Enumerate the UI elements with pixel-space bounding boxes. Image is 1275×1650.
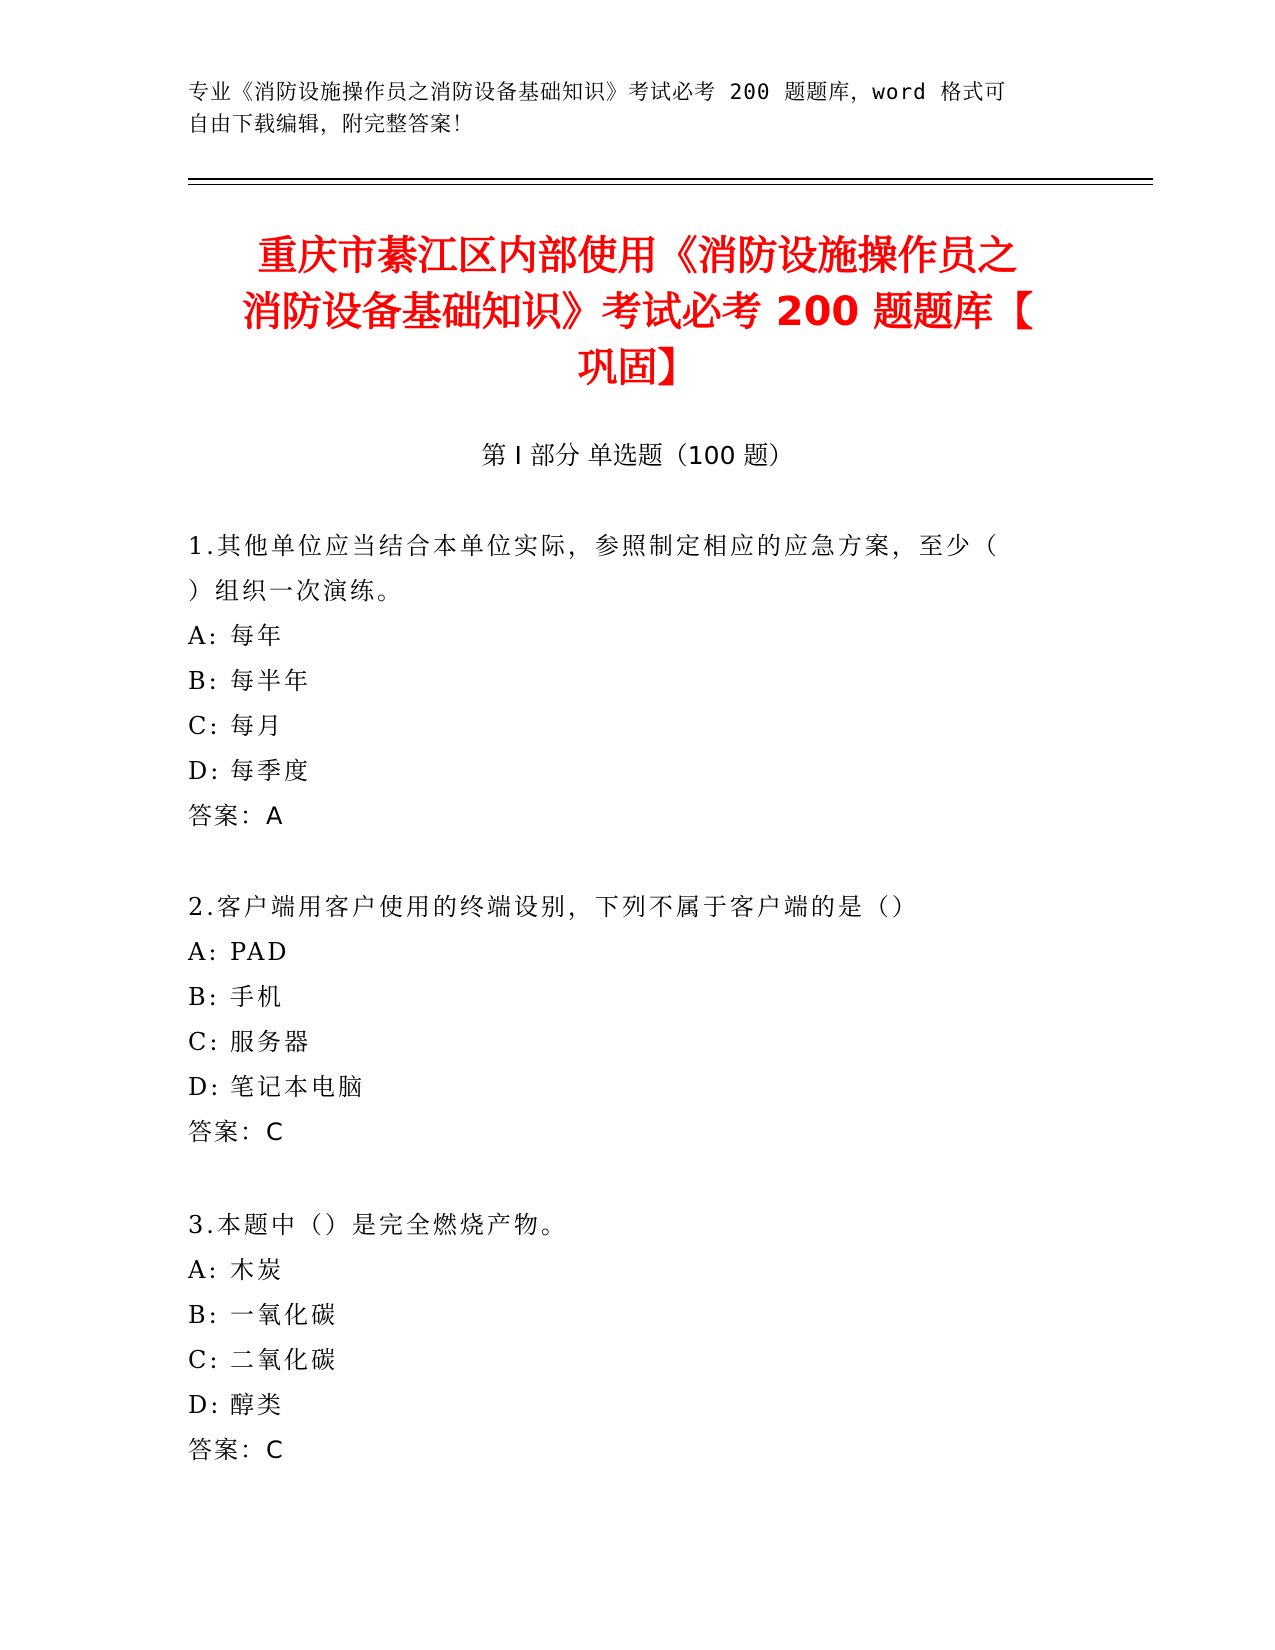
title-line-2: 消防设备基础知识》考试必考 200 题题库【: [241, 289, 1034, 335]
option-text: 一氧化碳: [230, 1301, 338, 1329]
option-key: D:: [188, 1391, 222, 1419]
document-header-note: [188, 76, 1068, 140]
option-b: [188, 1293, 1088, 1338]
option-c: [188, 704, 1088, 749]
question-1: [188, 524, 1088, 839]
option-c: [188, 1020, 1088, 1065]
option-c: [188, 1338, 1088, 1383]
option-text: 木炭: [230, 1256, 284, 1284]
document-title: [150, 228, 1125, 396]
question-stem-line-1: 1.其他单位应当结合本单位实际，参照制定相应的应急方案，至少（: [188, 532, 1000, 560]
option-key: B:: [188, 983, 220, 1011]
question-stem: [188, 524, 1088, 614]
header-divider-thin: [188, 184, 1153, 185]
answer-line: 答案：A: [188, 802, 285, 830]
option-text: 每年: [230, 622, 284, 650]
option-text: PAD: [230, 938, 290, 966]
option-b: [188, 659, 1088, 704]
option-a: [188, 930, 1088, 975]
option-a: [188, 1248, 1088, 1293]
answer-line: 答案：C: [188, 1436, 285, 1464]
question-stem: 2.客户端用客户使用的终端设别，下列不属于客户端的是（）: [188, 893, 919, 921]
title-line-3: 巩固】: [577, 345, 698, 391]
option-text: 每月: [230, 712, 284, 740]
section-heading: 第 I 部分 单选题（100 题）: [481, 441, 794, 470]
option-d: [188, 1065, 1088, 1110]
option-key: D:: [188, 757, 222, 785]
option-d: [188, 1383, 1088, 1428]
option-key: C:: [188, 1028, 221, 1056]
option-text: 每季度: [230, 757, 311, 785]
title-line-1: 重庆市綦江区内部使用《消防设施操作员之: [257, 233, 1018, 279]
answer-line: 答案：C: [188, 1118, 285, 1146]
option-text: 二氧化碳: [230, 1346, 338, 1374]
option-text: 每半年: [230, 667, 311, 695]
header-note-line-2: 自由下载编辑，附完整答案！: [188, 112, 474, 136]
option-key: A:: [188, 1256, 220, 1284]
option-key: B:: [188, 667, 220, 695]
option-key: A:: [188, 938, 220, 966]
option-d: [188, 749, 1088, 794]
header-divider-thick: [188, 178, 1153, 180]
option-b: [188, 975, 1088, 1020]
question-3: [188, 1203, 1088, 1473]
question-2: [188, 885, 1088, 1155]
option-text: 手机: [230, 983, 284, 1011]
option-key: C:: [188, 712, 221, 740]
question-stem: 3.本题中（）是完全燃烧产物。: [188, 1211, 568, 1239]
header-note-line-1: 专业《消防设施操作员之消防设备基础知识》考试必考 200 题题库，word 格式可: [188, 80, 1007, 104]
option-text: 服务器: [230, 1028, 311, 1056]
question-stem-line-2: ）组织一次演练。: [188, 577, 404, 605]
option-key: A:: [188, 622, 220, 650]
option-key: B:: [188, 1301, 220, 1329]
option-key: D:: [188, 1073, 222, 1101]
option-key: C:: [188, 1346, 221, 1374]
option-a: [188, 614, 1088, 659]
option-text: 醇类: [230, 1391, 284, 1419]
option-text: 笔记本电脑: [230, 1073, 365, 1101]
